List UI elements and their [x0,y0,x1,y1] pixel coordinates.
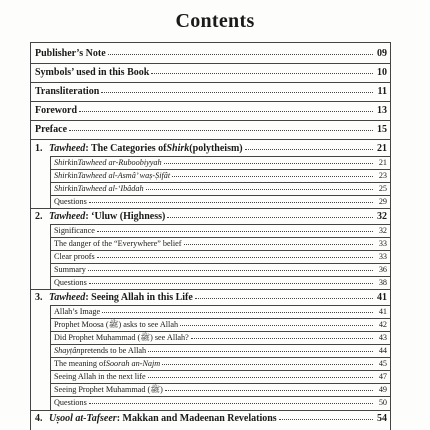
subsection-page: 32 [378,226,387,235]
subsection-page: 49 [378,385,387,394]
subsection-page: 33 [378,239,387,248]
dot-leader [69,130,373,131]
subsection-label: The danger of the “Everywhere” belief [54,239,182,248]
subsection-page: 36 [378,265,387,274]
divider [50,195,390,196]
divider [30,289,391,290]
toc-entry[interactable] [35,67,387,78]
divider [50,331,390,332]
toc-entry-label: Symbols’ used in this Book [35,67,150,78]
chapter-page: 54 [377,413,387,424]
page-title: Contents [175,10,255,32]
dot-leader [279,419,373,420]
dot-leader [108,54,373,55]
chapter-title-italic: Tawheed [49,292,86,303]
chapter-title: : Makkan and Madeenan Revelations [116,413,277,424]
chapter-title-italic: Shirk [166,143,190,154]
chapter-number: 2. [35,211,43,222]
subsection-label: Questions [54,278,87,287]
dot-leader [89,283,373,284]
dot-leader [245,149,373,150]
subsection-entry[interactable] [54,226,387,235]
toc-entry-label: Foreword [35,105,78,116]
subsection-label-italic: Tawheed al-‘Ibâdah [77,184,144,193]
dot-leader [162,364,373,365]
subsection-entry[interactable] [54,398,387,407]
subsection-entry[interactable] [54,171,387,180]
subsection-box-left [50,224,51,290]
divider [50,396,390,397]
dot-leader [164,163,373,164]
dot-leader [146,189,373,190]
subsection-page: 38 [378,278,387,287]
subsection-entry[interactable] [54,158,387,167]
divider [50,169,390,170]
subsection-label: The meaning of [54,359,106,368]
subsection-label: Summary [54,265,86,274]
divider [30,63,391,64]
toc-entry[interactable] [35,124,387,135]
toc-entry-page: 10 [377,67,387,78]
subsection-entry[interactable] [54,359,387,368]
chapter-page: 32 [377,211,387,222]
subsection-page: 42 [378,320,387,329]
dot-leader [101,92,373,93]
subsection-entry[interactable] [54,265,387,274]
toc-entry-page: 11 [377,86,387,97]
toc-entry[interactable] [35,86,387,97]
dot-leader [184,244,373,245]
subsection-entry[interactable] [54,346,387,355]
subsection-label: in [71,171,78,180]
subsection-page: 44 [378,346,387,355]
toc-entry-label: Transliteration [35,86,100,97]
chapter-number: 1. [35,143,43,154]
divider [30,410,391,411]
subsection-label: pretends to be Allah [80,346,147,355]
divider [50,276,390,277]
toc-entry[interactable] [35,105,387,116]
dot-leader [97,231,373,232]
subsection-page: 25 [378,184,387,193]
subsection-page: 41 [378,307,387,316]
chapter-page: 21 [377,143,387,154]
subsection-label: in [71,184,78,193]
subsection-entry[interactable] [54,372,387,381]
dot-leader [102,312,373,313]
dot-leader [151,73,373,74]
dot-leader [167,217,373,218]
toc-entry-label: Preface [35,124,68,135]
subsection-page: 33 [378,252,387,261]
dot-leader [191,338,373,339]
dot-leader [79,111,373,112]
subsection-label-italic: Shirk [54,158,72,167]
subsection-label-italic: Tawheed ar-Ruboobiyyah [77,158,162,167]
subsection-page: 29 [378,197,387,206]
subsection-page: 45 [378,359,387,368]
subsection-label: Prophet Moosa (ﷺ) asks to see Allah [54,320,179,329]
divider [50,357,390,358]
divider [30,208,391,209]
chapter-page: 41 [377,292,387,303]
dot-leader [180,325,373,326]
chapter-title: : Seeing Allah in this Life [85,292,193,303]
subsection-label-italic: Tawheed al-Asmâ’ waṣ-Ṣifât [77,171,171,180]
dot-leader [89,403,373,404]
chapter-title-italic: Tawheed [49,211,86,222]
subsection-page: 50 [378,398,387,407]
divider [50,318,390,319]
divider [50,383,390,384]
subsection-page: 47 [378,372,387,381]
chapter-entry[interactable] [35,211,387,222]
divider [30,82,391,83]
chapter-entry[interactable] [35,413,387,424]
chapter-title-italic: Tawheed [49,143,86,154]
subsection-entry[interactable] [54,239,387,248]
dot-leader [97,257,373,258]
divider [50,344,390,345]
subsection-label-italic: Shirk [54,184,72,193]
chapter-title: : ‘Uluw (Highness) [85,211,166,222]
subsection-page: 21 [378,158,387,167]
toc-entry-label: Publisher’s Note [35,48,106,59]
subsection-label: Questions [54,398,87,407]
toc-entry-page: 13 [377,105,387,116]
subsection-page: 43 [378,333,387,342]
toc-entry[interactable] [35,48,387,59]
divider [30,139,391,140]
subsection-label: Questions [54,197,87,206]
divider [50,182,390,183]
dot-leader [148,351,373,352]
divider [30,120,391,121]
subsection-box-top [50,305,390,306]
chapter-entry[interactable] [35,143,387,154]
subsection-box-top [50,156,390,157]
divider [30,101,391,102]
subsection-label-italic: Shirk [54,171,72,180]
chapter-title: (polytheism) [189,143,243,154]
subsection-label-italic: Soorah an-Najm [105,359,161,368]
subsection-page: 23 [378,171,387,180]
subsection-entry[interactable] [54,278,387,287]
subsection-entry[interactable] [54,307,387,316]
chapter-number: 3. [35,292,43,303]
subsection-label: in [71,158,78,167]
subsection-box-top [50,224,390,225]
subsection-label: Did Prophet Muhammad (ﷺ) see Allah? [54,333,189,342]
subsection-label: Clear proofs [54,252,95,261]
subsection-entry[interactable] [54,184,387,193]
subsection-label: Seeing Allah in the next life [54,372,146,381]
chapter-title-italic: Uṣool at-Tafseer [49,413,117,424]
divider [50,250,390,251]
subsection-entry[interactable] [54,197,387,206]
dot-leader [195,298,373,299]
toc-entry-page: 15 [377,124,387,135]
dot-leader [148,377,373,378]
dot-leader [165,390,373,391]
subsection-entry[interactable] [54,252,387,261]
divider [50,237,390,238]
subsection-label: Seeing Prophet Muhammad (ﷺ) [54,385,163,394]
subsection-label: Significance [54,226,95,235]
subsection-label-italic: Shayṭân [54,346,81,355]
divider [50,370,390,371]
chapter-title: : The Categories of [85,143,167,154]
dot-leader [172,176,373,177]
chapter-number: 4. [35,413,43,424]
divider [50,263,390,264]
chapter-entry[interactable] [35,292,387,303]
dot-leader [88,270,373,271]
toc-entry-page: 09 [377,48,387,59]
subsection-label: Allah’s Image [54,307,101,316]
dot-leader [89,202,373,203]
frame-top-border [30,42,391,43]
